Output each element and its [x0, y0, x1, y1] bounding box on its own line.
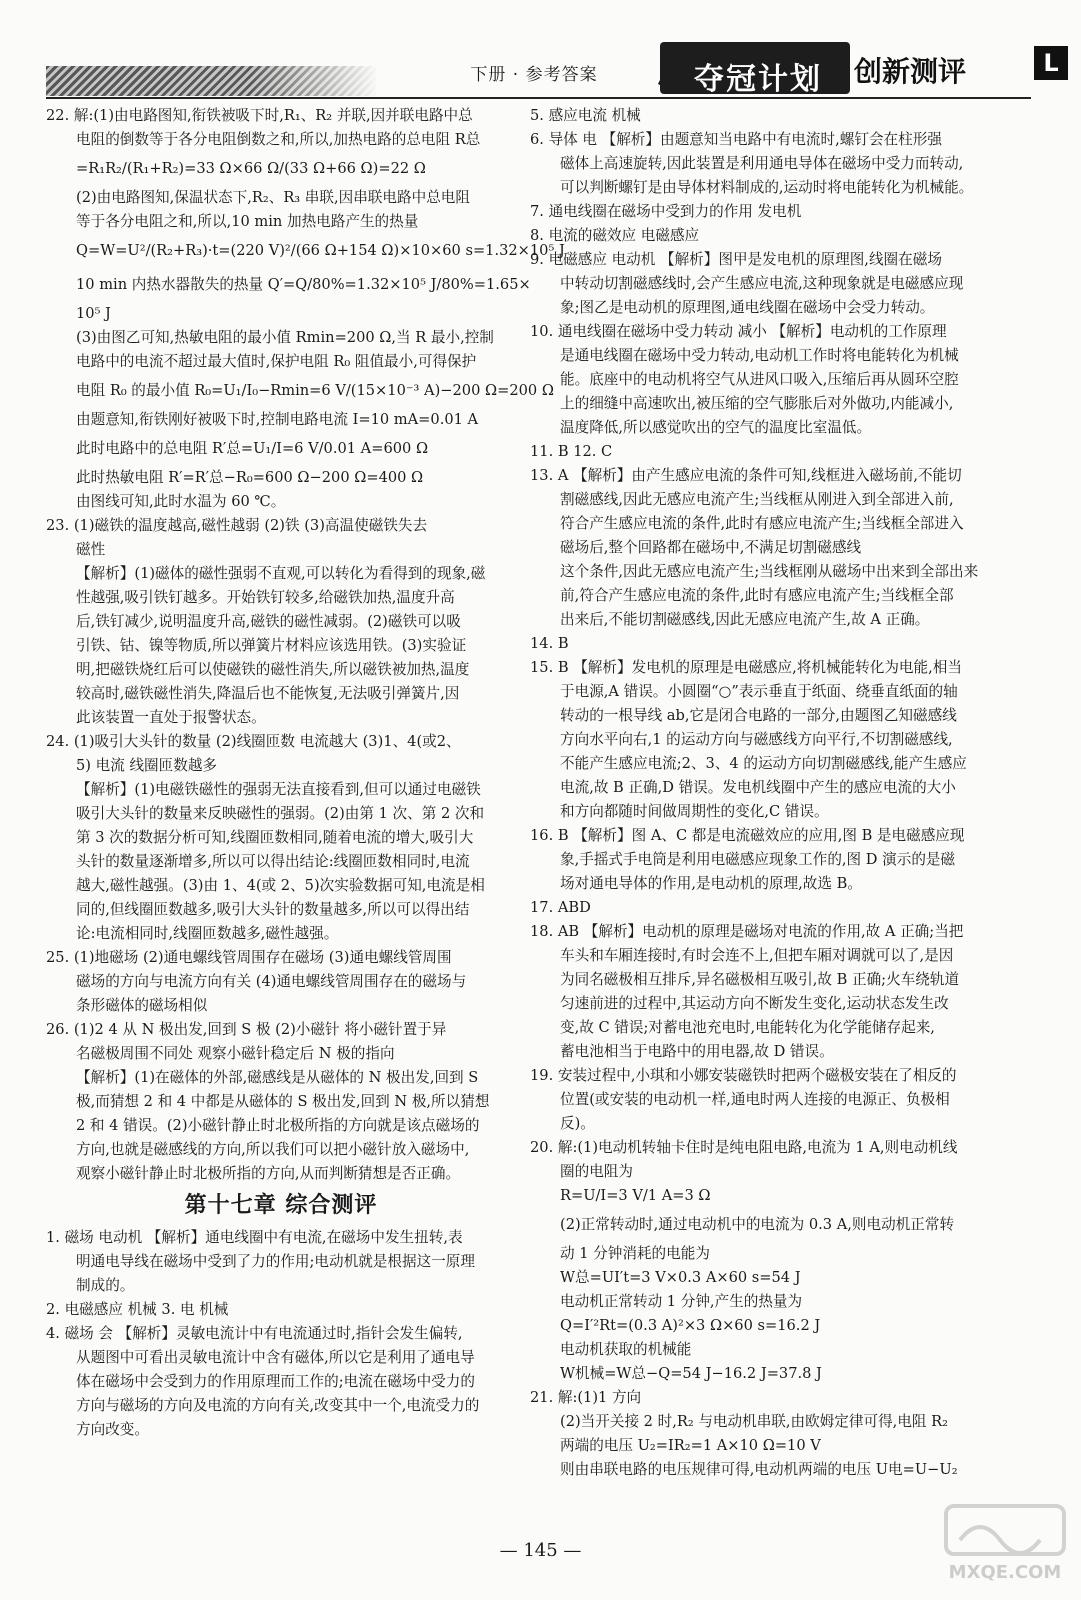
- text-line: 10 min 内热水器散失的热量 Q′=Q/80%=1.32×10⁵ J/80%=1.65×: [76, 276, 531, 293]
- page-header: [0, 0, 1081, 100]
- text-line: 2 和 4 错误。(2)小磁针静止时北极所指的方向就是该点磁场的: [76, 1117, 480, 1134]
- text-line: 蓄电池相当于电路中的用电器,故 D 错误。: [560, 1043, 834, 1060]
- text-line: W总=UI′t=3 V×0.3 A×60 s=54 J: [560, 1269, 801, 1286]
- text-line: 26. (1)2 4 从 N 极出发,回到 S 极 (2)小磁针 将小磁针置于异: [46, 1021, 447, 1038]
- text-line: 电动机获取的机械能: [560, 1341, 692, 1358]
- text-line: 中转动切割磁感线时,会产生感应电流,这种现象就是电磁感应现: [560, 275, 964, 292]
- text-line: 19. 安装过程中,小琪和小娜安装磁铁时把两个磁极安装在了相反的: [530, 1067, 957, 1084]
- text-line: 电阻 R₀ 的最小值 R₀=U₁/I₀−Rmin=6 V/(15×10⁻³ A)−200 Ω=200 Ω: [76, 382, 554, 399]
- text-line: =R₁R₂/(R₁+R₂)=33 Ω×66 Ω/(33 Ω+66 Ω)=22 Ω: [76, 160, 426, 177]
- text-line: 象,手摇式手电筒是利用电磁感应现象工作的,图 D 演示的是磁: [560, 851, 956, 868]
- text-line: 方向水平向右,1 的运动方向与磁感线方向平行,不切割磁感线,: [560, 731, 953, 748]
- text-line: 18. AB 【解析】电动机的原理是磁场对电流的作用,故 A 正确;当把: [530, 923, 964, 940]
- text-line: 磁体上高速旋转,因此装置是利用通电导体在磁场中受力而转动,: [560, 155, 964, 172]
- text-line: 【解析】(1)电磁铁磁性的强弱无法直接看到,但可以通过电磁铁: [76, 781, 481, 798]
- text-line: 24. (1)吸引大头针的数量 (2)线圈匝数 电流越大 (3)1、4(或2、: [46, 733, 461, 750]
- text-line: 14. B: [530, 635, 569, 652]
- text-line: 21. 解:(1)1 方向: [530, 1389, 642, 1406]
- text-line: 为同名磁极相互排斥,异名磁极相互吸引,故 B 正确;火车绕轨道: [560, 971, 960, 988]
- text-line: 转动的一根导线 ab,它是闭合电路的一部分,由题图乙知磁感线: [560, 707, 957, 724]
- text-line: 15. B 【解析】发电机的原理是电磁感应,将机械能转化为电能,相当: [530, 659, 962, 676]
- text-line: 吸引大头针的数量来反映磁性的强弱。(2)由第 1 次、第 2 次和: [76, 805, 485, 822]
- watermark-text: MXQE.COM: [948, 1562, 1062, 1583]
- text-line: 此该装置一直处于报警状态。: [76, 709, 266, 726]
- text-line: 越大,磁性越强。(3)由 1、4(或 2、5)次实验数据可知,电流是相: [76, 877, 485, 894]
- text-line: 前,符合产生感应电流的条件,此时有感应电流产生;当线框全部: [560, 587, 954, 604]
- text-line: 引铁、钴、镍等物质,所以弹簧片材料应该选用铁。(3)实验证: [76, 637, 467, 654]
- text-line: 明通电导线在磁场中受到了力的作用;电动机就是根据这一原理: [76, 1253, 475, 1270]
- text-line: 头针的数量逐渐增多,所以可以得出结论:线圈匝数相同时,电流: [76, 853, 470, 870]
- text-line: 较高时,磁铁磁性消失,降温后也不能恢复,无法吸引弹簧片,因: [76, 685, 460, 702]
- text-line: 此时热敏电阻 R′=R′总−R₀=600 Ω−200 Ω=400 Ω: [76, 469, 424, 486]
- text-line: 10. 通电线圈在磁场中受力转动 减小 【解析】电动机的工作原理: [530, 323, 947, 340]
- brand-name: 夺冠计划: [694, 62, 822, 97]
- text-line: 11. B 12. C: [530, 443, 613, 460]
- text-line: 于电源,A 错误。小圆圈“○”表示垂直于纸面、绕垂直纸面的轴: [560, 683, 958, 700]
- text-line: 上的细缝中高速吹出,被压缩的空气膨胀后对外做功,内能减小,: [560, 395, 954, 412]
- text-line: 从题图中可看出灵敏电流计中含有磁体,所以它是利用了通电导: [76, 1349, 475, 1366]
- text-line: W机械=W总−Q=54 J−16.2 J=37.8 J: [560, 1365, 822, 1382]
- text-line: 符合产生感应电流的条件,此时有感应电流产生;当线框全部进入: [560, 515, 964, 532]
- text-line: 【解析】(1)磁体的磁性强弱不直观,可以转化为看得到的现象,磁: [76, 565, 486, 582]
- watermark: [940, 1500, 1070, 1590]
- text-line: 9. 电磁感应 电动机 【解析】图甲是发电机的原理图,线圈在磁场: [530, 251, 942, 268]
- text-line: 不能产生感应电流;2、3、4 的运动方向切割磁感线,能产生感应: [560, 755, 967, 772]
- text-line: Q=I′²Rt=(0.3 A)²×3 Ω×60 s=16.2 J: [560, 1317, 821, 1334]
- text-line: 第 3 次的数据分析可知,线圈匝数相同,随着电流的增大,吸引大: [76, 829, 474, 846]
- text-line: 车头和车厢连接时,有时会连不上,但把车厢对调就可以了,是因: [560, 947, 954, 964]
- text-line: R=U/I=3 V/1 A=3 Ω: [560, 1187, 711, 1204]
- brand-badge: [660, 42, 850, 97]
- text-line: 反)。: [560, 1115, 595, 1132]
- text-line: 由题意知,衔铁刚好被吸下时,控制电路电流 I=10 mA=0.01 A: [76, 411, 479, 428]
- text-line: 位置(或安装的电动机一样,通电时两人连接的电源正、负极相: [560, 1091, 950, 1108]
- text-line: 7. 通电线圈在磁场中受到力的作用 发电机: [530, 203, 802, 220]
- text-line: 此时电路中的总电阻 R′总=U₁/I=6 V/0.01 A=600 Ω: [76, 440, 429, 457]
- text-line: 电阻的倒数等于各分电阻倒数之和,所以,加热电路的总电阻 R总: [76, 131, 481, 148]
- text-line: 可以判断螺钉是由导体材料制成的,运动时将电能转化为机械能。: [560, 179, 974, 196]
- text-line: 条形磁体的磁场相似: [76, 997, 208, 1014]
- text-line: 23. (1)磁铁的温度越高,磁性越弱 (2)铁 (3)高温使磁铁失去: [46, 517, 428, 534]
- text-line: 【解析】(1)在磁体的外部,磁感线是从磁体的 N 极出发,回到 S: [76, 1069, 479, 1086]
- text-line: 出来后,不能切割磁感线,因此无感应电流产生,故 A 正确。: [560, 611, 930, 628]
- text-line: 变,故 C 错误;对蓄电池充电时,电能转化为化学能储存起来,: [560, 1019, 935, 1036]
- text-line: 17. ABD: [530, 899, 591, 916]
- text-line: 20. 解:(1)电动机转轴卡住时是纯电阻电路,电流为 1 A,则电动机线: [530, 1139, 958, 1156]
- text-line: 2. 电磁感应 机械 3. 电 机械: [46, 1301, 229, 1318]
- text-line: 磁性: [76, 541, 106, 558]
- watermark-icon: [940, 1500, 1070, 1560]
- text-line: 电动机正常转动 1 分钟,产生的热量为: [560, 1293, 803, 1310]
- text-line: Q=W=U²/(R₂+R₃)·t=(220 V)²/(66 Ω+154 Ω)×10×60 s=1.32×10⁵ J: [76, 242, 565, 259]
- text-line: 体在磁场中会受到力的作用原理而工作的;电流在磁场中受力的: [76, 1373, 475, 1390]
- brand-subtitle: 创新测评: [854, 55, 967, 88]
- text-line: 极,而猜想 2 和 4 中都是从磁体的 S 极出发,回到 N 极,所以猜想: [76, 1093, 490, 1110]
- text-line: 4. 磁场 会 【解析】灵敏电流计中有电流通过时,指针会发生偏转,: [46, 1325, 463, 1342]
- text-line: (2)当开关接 2 时,R₂ 与电动机串联,由欧姆定律可得,电阻 R₂: [560, 1413, 948, 1430]
- text-line: 10⁵ J: [76, 305, 111, 322]
- text-line: (2)正常转动时,通过电动机中的电流为 0.3 A,则电动机正常转: [560, 1216, 955, 1233]
- text-line: 6. 导体 电 【解析】由题意知当电路中有电流时,螺钉会在柱形强: [530, 131, 942, 148]
- text-line: 13. A 【解析】由产生感应电流的条件可知,线框进入磁场前,不能切: [530, 467, 962, 484]
- text-line: 5. 感应电流 机械: [530, 107, 641, 124]
- text-line: 这个条件,因此无感应电流产生;当线框刚从磁场中出来到全部出来: [560, 563, 979, 580]
- text-line: 磁场后,整个回路都在磁场中,不满足切割磁感线: [560, 539, 862, 556]
- header-title: 下册 · 参考答案: [470, 65, 598, 85]
- page-number: — 145 —: [499, 1540, 582, 1561]
- header-stripe-fade: [250, 66, 380, 96]
- text-line: 同的,但线圈匝数越多,吸引大头针的数量越多,所以可以得出结: [76, 901, 470, 918]
- text-line: 匀速前进的过程中,其运动方向不断发生变化,运动状态发生改: [560, 995, 949, 1012]
- text-line: 割磁感线,因此无感应电流产生;当线框从刚进入到全部进入前,: [560, 491, 954, 508]
- text-line: 电流,故 B 正确,D 错误。发电机线圈中产生的感应电流的大小: [560, 779, 956, 796]
- text-line: 论:电流相同时,线圈匝数越多,磁性越强。: [76, 925, 339, 942]
- text-line: 圈的电阻为: [560, 1163, 633, 1180]
- right-column: [530, 104, 1030, 1482]
- chapter-heading: 第十七章 综合测评: [184, 1193, 378, 1218]
- text-line: 由图线可知,此时水温为 60 ℃。: [76, 493, 286, 510]
- text-line: 观察小磁针静止时北极所指的方向,从而判断猜想是否正确。: [76, 1165, 461, 1182]
- text-line: 则由串联电路的电压规律可得,电动机两端的电压 U电=U−U₂: [560, 1461, 958, 1478]
- text-line: 能。底座中的电动机将空气从进风口吸入,压缩后再从圆环空腔: [560, 371, 959, 388]
- text-line: 是通电线圈在磁场中受力转动,电动机工作时将电能转化为机械: [560, 347, 959, 364]
- text-line: (2)由电路图知,保温状态下,R₂、R₃ 串联,因串联电路中总电阻: [76, 189, 470, 206]
- text-line: 方向与磁场的方向及电流的方向有关,改变其中一个,电流受力的: [76, 1397, 480, 1414]
- text-line: 25. (1)地磁场 (2)通电螺线管周围存在磁场 (3)通电螺线管周围: [46, 949, 452, 966]
- text-line: 制成的。: [76, 1277, 135, 1294]
- text-line: 22. 解:(1)由电路图知,衔铁被吸下时,R₁、R₂ 并联,因并联电路中总: [46, 107, 473, 124]
- text-line: 温度降低,所以感觉吹出的空气的温度比室温低。: [560, 419, 872, 436]
- text-line: 16. B 【解析】图 A、C 都是电流磁效应的应用,图 B 是电磁感应现: [530, 827, 965, 844]
- text-line: (3)由图乙可知,热敏电阻的最小值 Rmin=200 Ω,当 R 最小,控制: [76, 329, 494, 346]
- text-line: 后,铁钉减少,说明温度升高,磁铁的磁性减弱。(2)磁铁可以吸: [76, 613, 461, 630]
- text-line: 磁场的方向与电流方向有关 (4)通电螺线管周围存在的磁场与: [76, 973, 467, 990]
- text-line: 场对通电导体的作用,是电动机的原理,故选 B。: [560, 875, 862, 892]
- text-line: 5) 电流 线圈匝数越多: [76, 757, 218, 774]
- text-line: 两端的电压 U₂=IR₂=1 A×10 Ω=10 V: [560, 1437, 821, 1454]
- text-line: 电路中的电流不超过最大值时,保护电阻 R₀ 阻值最小,可得保护: [76, 353, 477, 370]
- brand-edition-mark: L: [1034, 46, 1068, 80]
- text-line: 方向,也就是磁感线的方向,所以我们可以把小磁针放入磁场中,: [76, 1141, 470, 1158]
- text-line: 名磁极周围不同处 观察小磁针稳定后 N 极的指向: [76, 1045, 395, 1062]
- text-line: 象;图乙是电动机的原理图,通电线圈在磁场中会受力转动。: [560, 299, 935, 316]
- text-line: 等于各分电阻之和,所以,10 min 加热电路产生的热量: [76, 213, 419, 230]
- header-rule: [46, 97, 1031, 99]
- brand-logo: [648, 40, 1068, 100]
- text-line: 明,把磁铁烧红后可以使磁铁的磁性消失,所以磁铁被加热,温度: [76, 661, 470, 678]
- text-line: 1. 磁场 电动机 【解析】通电线圈中有电流,在磁场中发生扭转,表: [46, 1229, 463, 1246]
- text-line: 性越强,吸引铁钉越多。开始铁钉较多,给磁铁加热,温度升高: [76, 589, 455, 606]
- text-line: 8. 电流的磁效应 电磁感应: [530, 227, 700, 244]
- text-line: 和方向都随时间做周期性的变化,C 错误。: [560, 803, 829, 820]
- text-line: 动 1 分钟消耗的电能为: [560, 1245, 710, 1262]
- text-line: 方向改变。: [76, 1421, 149, 1438]
